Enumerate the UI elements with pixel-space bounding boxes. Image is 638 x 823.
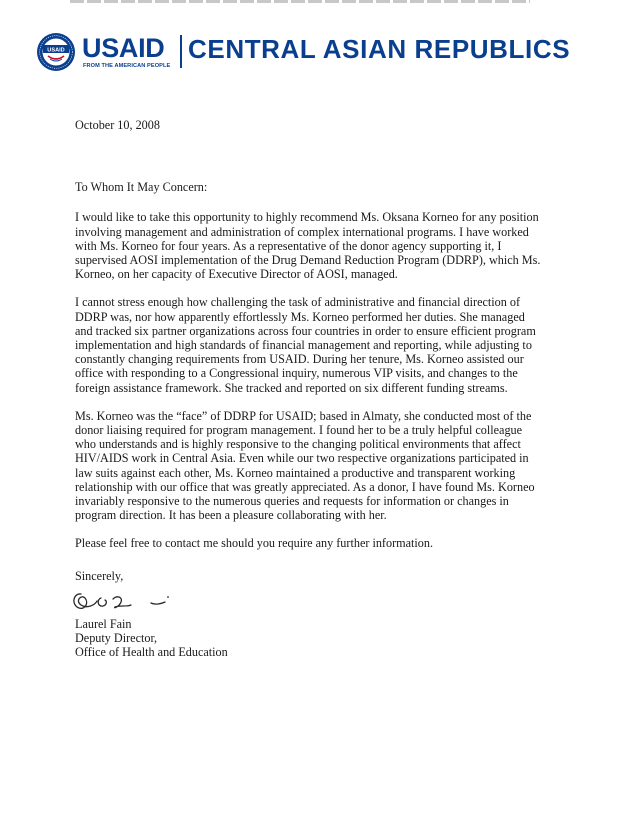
paragraph-recommendation: I would like to take this opportunity to highly recommend Ms. Oksana Korneo for any position involving management and administration of complex international programs. I have worked with Ms. Korneo for four years. As a representative of the donor agency supporting it, I supervised AOSI implementation of the Drug Demand Reduction Program (DDRP), which Ms. Korneo, on her capacity of Executive Director of AOSI, managed. bbox=[75, 210, 541, 282]
signer-office: Office of Health and Education bbox=[75, 645, 228, 660]
letterhead-divider bbox=[180, 35, 182, 68]
letter-body bbox=[75, 118, 545, 659]
paragraph-collaboration: Ms. Korneo was the “face” of DDRP for USAID; based in Almaty, she conducted most of the donor liaising required for program management. I found her to be a truly helpful colleague who understands and is highly responsive to the changing political environments that affect HIV/AIDS work in Central Asia. Even while our two respective organizations participated in law suits against each other, Ms. Korneo maintained a productive and transparent working relationship with our office that was greatly appreciated. As a donor, I have found Ms. Korneo invariably responsive to the numerous queries and requests for information or changes in program direction. It has been a pleasure collaborating with her. bbox=[75, 408, 535, 523]
scan-header-strip bbox=[70, 0, 530, 3]
usaid-seal-icon bbox=[36, 32, 76, 72]
handwritten-signature-icon bbox=[67, 585, 187, 617]
paragraph-responsibilities: I cannot stress enough how challenging the task of administrative and financial direction of DDRP was, nor how apparently effortlessly Ms. Korneo performed her duties. She managed and tracked six partner organizations across four countries in order to ensure efficient program implementation and high standards of financial management and reporting, while adjusting to constantly changing requirements from USAID. During her tenure, Ms. Korneo assisted our office with responding to a Congressional inquiry, numerous VIP visits, and changes to the foreign assistance framework. She tracked and reported on six different funding streams. bbox=[75, 295, 536, 395]
agency-name: USAID bbox=[82, 33, 165, 63]
closing: Sincerely, bbox=[75, 568, 124, 583]
letter-date: October 10, 2008 bbox=[75, 118, 160, 132]
seal-text: USAID bbox=[47, 47, 65, 54]
region-name: CENTRAL ASIAN REPUBLICS bbox=[188, 34, 571, 64]
paragraph-contact: Please feel free to contact me should you require any further information. bbox=[75, 536, 434, 551]
signer-title: Deputy Director, bbox=[75, 631, 158, 646]
letterhead bbox=[36, 30, 606, 75]
signer-name: Laurel Fain bbox=[75, 616, 132, 631]
agency-tagline: FROM THE AMERICAN PEOPLE bbox=[83, 63, 171, 69]
salutation: To Whom It May Concern: bbox=[75, 180, 208, 195]
